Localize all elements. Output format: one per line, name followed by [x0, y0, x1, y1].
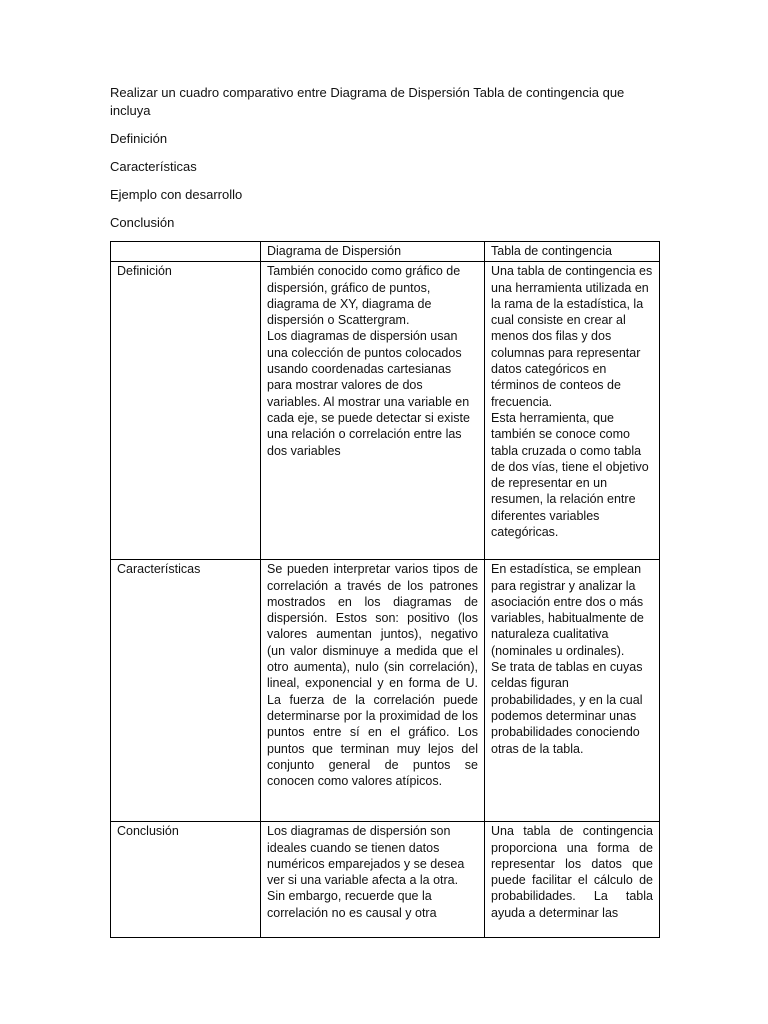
requirement-item: Conclusión — [110, 215, 175, 230]
cell-paragraph: Sin embargo, recuerde que la correlación no es causal y otra — [267, 889, 437, 920]
assignment-heading: Realizar un cuadro comparativo entre Diagrama de Dispersión Tabla de contingencia que incluya — [110, 85, 625, 118]
cell-paragraph: Los diagramas de dispersión usan una colección de puntos colocados usando coordenadas cartesianas para mostrar valores de dos variables. Al mostrar una variable en cada eje, se puede detectar si existe una relación o correlación entre las dos variables — [267, 329, 470, 458]
cell-paragraph: Esta herramienta, que también se conoce como tabla cruzada o como tabla de dos vías, tiene el objetivo de representar en un resumen, la relación entre diferentes variables categóricas. — [491, 410, 649, 540]
definicion-contingencia-cell — [485, 262, 660, 560]
row-label: Definición — [111, 262, 261, 560]
cell-paragraph: Los diagramas de dispersión son ideales cuando se tienen datos numéricos emparejados y se desea ver si una variable afecta a la otra. — [267, 824, 465, 888]
row-label: Conclusión — [111, 822, 261, 938]
caracteristicas-dispersion-cell — [261, 560, 485, 822]
cell-paragraph: Se pueden interpretar varios tipos de correlación a través de los patrones mostrados en los diagramas de dispersión. Estos son: positivo (los valores aumentan juntos), negativo (un valor disminuye a medida que el otro aumenta), nulo (sin correlación), lineal, exponencial y en forma de U. La fuerza de la correlación puede determinarse por la proximidad de los puntos entre sí en el gráfico. Los puntos que terminan muy lejos del conjunto general de puntos se conocen como valores atípicos. — [267, 562, 478, 789]
cell-paragraph: También conocido como gráfico de dispersión, gráfico de puntos, diagrama de XY, diagrama de dispersión o Scattergram. — [267, 264, 461, 328]
row-label: Características — [111, 560, 261, 822]
cell-clip — [267, 823, 478, 935]
header-contingencia: Tabla de contingencia — [485, 242, 660, 262]
assignment-instructions — [110, 84, 650, 232]
cell-paragraph: Se trata de tablas en cuyas celdas figuran probabilidades, y en la cual podemos determinar unas probabilidades conociendo otras de la tabla. — [491, 660, 643, 756]
cell-clip — [491, 823, 653, 935]
cell-paragraph: Una tabla de contingencia es una herramienta utilizada en la rama de la estadística, la cual consiste en crear al menos dos filas y dos columnas para representar datos categóricos en términos de conteos de frecuencia. — [491, 264, 653, 409]
header-empty-cell — [111, 242, 261, 262]
cell-paragraph: Una tabla de contingencia proporciona una forma de representar los datos que puede facilitar el cálculo de probabilidades. La tabla ayuda a determinar las — [491, 824, 653, 920]
table-header-row — [111, 242, 660, 262]
caracteristicas-contingencia-cell — [485, 560, 660, 822]
table-row-caracteristicas — [111, 560, 660, 822]
table-row-definicion — [111, 262, 660, 560]
definicion-dispersion-cell — [261, 262, 485, 560]
comparison-table — [110, 241, 660, 938]
conclusion-contingencia-cell — [485, 822, 660, 938]
requirement-item: Ejemplo con desarrollo — [110, 187, 243, 202]
table-row-conclusion — [111, 822, 660, 938]
requirement-item: Características — [110, 159, 197, 174]
header-dispersion: Diagrama de Dispersión — [261, 242, 485, 262]
cell-paragraph: En estadística, se emplean para registrar y analizar la asociación entre dos o más variables, habitualmente de naturaleza cualitativa (nominales u ordinales). — [491, 562, 644, 658]
requirement-item: Definición — [110, 131, 168, 146]
conclusion-dispersion-cell — [261, 822, 485, 938]
